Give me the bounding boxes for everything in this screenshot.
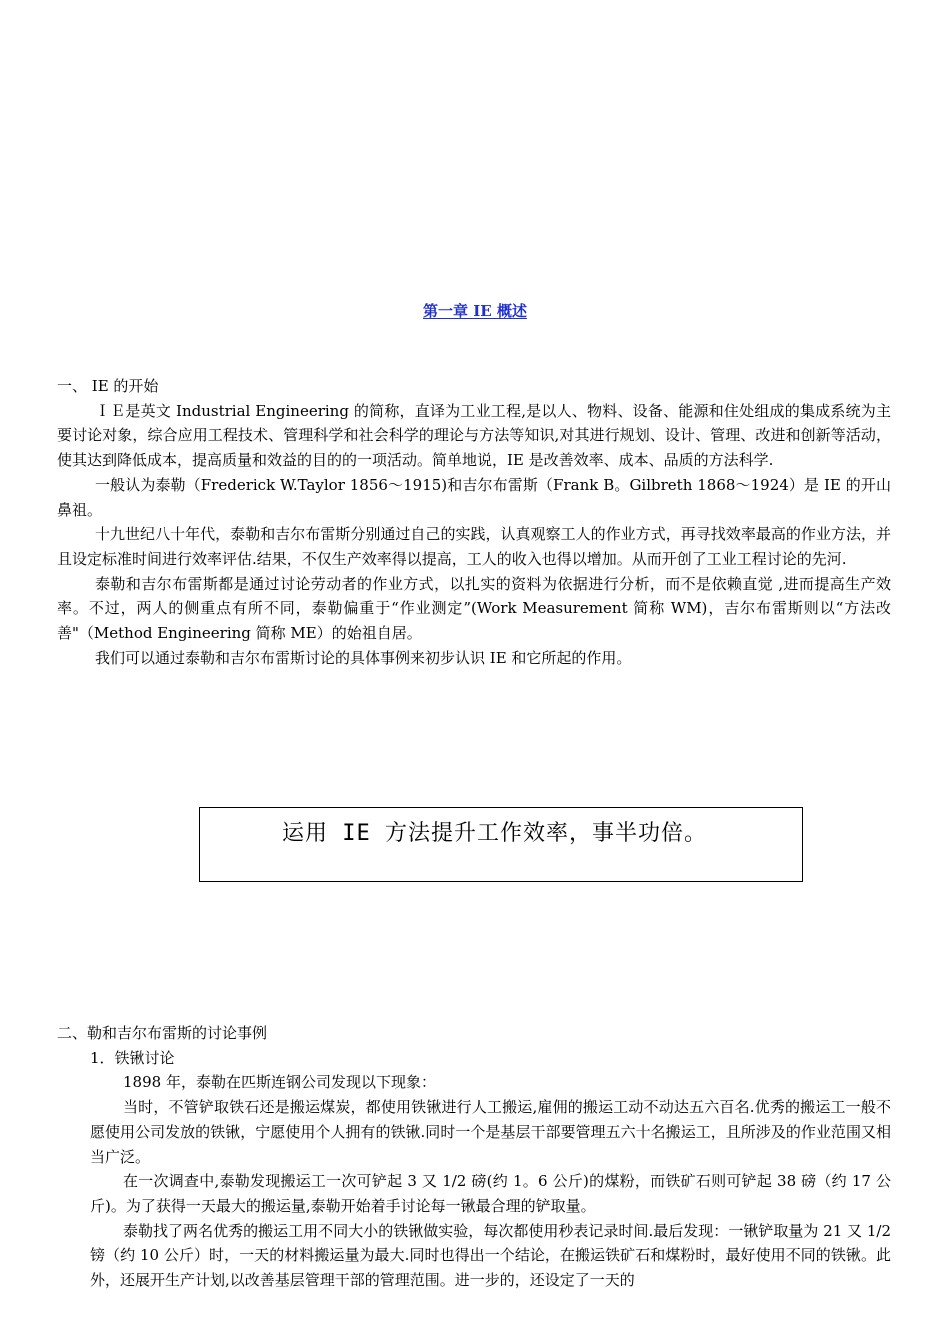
paragraph: 一般认为泰勒（Frederick W.Taylor 1856～1915)和吉尔布雷斯（Frank B。Gilbreth 1868～1924）是 IE 的开山鼻祖。 xyxy=(57,475,891,519)
section-heading: 二、勒和吉尔布雷斯的讨论事例 xyxy=(57,1024,268,1042)
chapter-title: 第一章 IE 概述 xyxy=(423,302,527,320)
paragraph: 1898 年，泰勒在匹斯连钢公司发现以下现象： xyxy=(123,1073,436,1092)
sub-heading: 1．铁锹讨论 xyxy=(90,1048,175,1067)
paragraph: 十九世纪八十年代，泰勒和吉尔布雷斯分别通过自己的实践，认真观察工人的作业方式，再寻找效率最高的作业方法，并且设定标准时间进行效率评估.结果，不仅生产效率得以提高，工人的收入也得以增加。从而开创了工业工程讨论的先河. xyxy=(57,525,891,568)
section-case-studies xyxy=(57,1021,891,1293)
section-heading: 一、 IE 的开始 xyxy=(57,377,159,395)
paragraph: 当时，不管铲取铁石还是搬运煤炭，都使用铁锹进行人工搬运,雇佣的搬运工动不动达五六百名.优秀的搬运工一般不愿使用公司发放的铁锹，宁愿使用个人拥有的铁锹.同时一个是基层干部要管理五六十名搬运工，且所涉及的作业范围又相当广泛。 xyxy=(90,1098,891,1166)
sub-section-body xyxy=(57,1070,891,1292)
section-ie-origin xyxy=(57,374,891,670)
paragraph: 在一次调查中,泰勒发现搬运工一次可铲起 3 又 1/2 磅(约 1。6 公斤)的煤粉，而铁矿石则可铲起 38 磅（约 17 公斤)。为了获得一天最大的搬运量,泰勒开始着手讨论每一锹最合理的铲取量。 xyxy=(90,1172,891,1215)
callout-text: 运用 IE 方法提升工作效率，事半功倍。 xyxy=(282,821,707,846)
callout-box xyxy=(199,807,803,882)
paragraph: ＩＥ是英文 Industrial Engineering 的简称，直译为工业工程,是以人、物料、设备、能源和住处组成的集成系统为主要讨论对象，综合应用工程技术、管理科学和社会科学的理论与方法等知识,对其进行规划、设计、管理、改进和创新等活动，使其达到降低成本，提高质量和效益的目的的一项活动。简单地说，IE 是改善效率、成本、品质的方法科学. xyxy=(57,401,891,470)
paragraph: 泰勒找了两名优秀的搬运工用不同大小的铁锹做实验，每次都使用秒表记录时间.最后发现：一锹铲取量为 21 又 1/2 镑（约 10 公斤）时，一天的材料搬运量为最大.同时也得出一个结论，在搬运铁矿石和煤粉时，最好使用不同的铁锹。此外，还展开生产计划,以改善基层管理干部的管理范围。进一步的，还设定了一天的 xyxy=(90,1221,891,1290)
paragraph: 我们可以通过泰勒和吉尔布雷斯讨论的具体事例来初步认识 IE 和它所起的作用。 xyxy=(95,648,632,667)
paragraph: 泰勒和吉尔布雷斯都是通过讨论劳动者的作业方式，以扎实的资料为依据进行分析，而不是依赖直觉 ,进而提高生产效率。不过，两人的侧重点有所不同，泰勒偏重于“作业测定”(Work Measurement 简称 WM)，吉尔布雷斯则以“方法改善"（Method Engineering 简称 ME）的始祖自居。 xyxy=(57,574,891,643)
